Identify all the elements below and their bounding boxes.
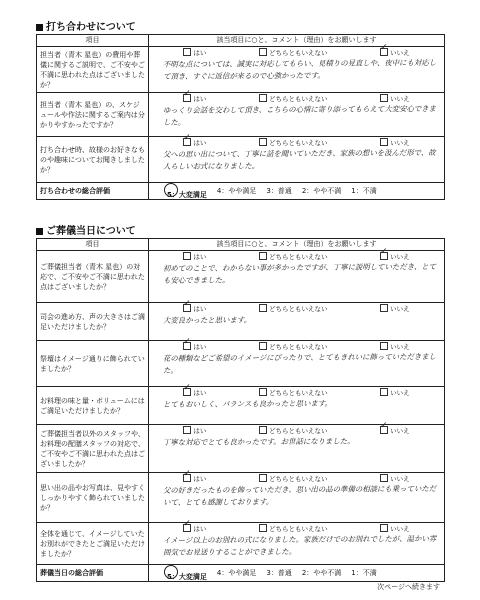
checked-box-icon[interactable] [380,426,388,434]
handwritten-comment: とてもおいしく、バランスも良かったと思います。 [162,398,333,409]
summary-label: 葬儀当日の総合評価 [37,565,149,582]
handwritten-comment: イメージ以上のお別れの式になりました。家族だけでのお別れでしたが、温かい雰囲気でお見送りすることができました。 [162,534,437,557]
choice-label: どちらともいえない [268,427,328,435]
checkbox-icon[interactable] [380,342,388,350]
rating-option[interactable] [351,186,376,196]
rating-option[interactable] [167,565,207,582]
question-row [37,473,445,523]
answer-cell [149,523,445,565]
header-item: 項目 [37,35,149,47]
choice-label: はい [193,95,207,103]
handwritten-comment: 丁寧な対応でとても良かったです。お世話になりました。 [162,436,355,447]
question-text: 祭壇はイメージ通りに飾られていましたか？ [37,341,149,387]
choice-option[interactable] [183,138,206,147]
rating-label: 2：やや不満 [301,187,342,195]
checked-box-icon[interactable] [380,252,388,260]
question-row [37,251,445,303]
question-text: 担当者（青木 星也）の費用や葬儀に関するご説明で、ご不安やご不満に思われた点はございましたか？ [37,47,149,93]
section2-title: ご葬儀当日について [36,222,136,237]
answer-cell [149,425,445,473]
handwritten-comment: 父の好きだったものを飾っていただき、思い出の品の準備の相談にも乗っていただいて、とても感謝しております。 [162,484,437,507]
section2-table [36,238,445,582]
header-item: 項目 [37,239,149,251]
answer-cell [149,473,445,523]
choice-option[interactable] [183,474,206,483]
question-row [37,47,445,93]
choice-label: どちらともいえない [268,49,328,57]
choice-label: どちらともいえない [268,95,328,103]
checkbox-icon[interactable] [259,138,267,146]
checkbox-icon[interactable] [259,304,267,312]
choice-option[interactable] [183,426,206,435]
summary-rating [149,183,445,200]
checkbox-icon[interactable] [380,304,388,312]
checked-box-icon[interactable] [183,138,191,146]
next-page-note: 次ページへ続きます [377,583,440,591]
handwritten-comment: 父への思い出について、丁寧に話を聞いていただき、家族の想いを汲んだ形で、故人らしいお式になりました。 [162,148,436,171]
checkbox-icon[interactable] [380,474,388,482]
rating-option[interactable] [302,568,341,578]
checkbox-icon[interactable] [380,138,388,146]
checked-box-icon[interactable] [183,524,191,532]
answer-cell [149,137,445,183]
summary-rating [149,565,445,582]
rating-label: 3：普通 [266,569,292,577]
question-row [37,523,445,565]
question-text: ご葬儀担当者以外のスタッフや、お料理の配膳スタッフの対応で、ご不安やご不満に思われた点はございましたか？ [37,425,149,473]
handwritten-comment: ゆっくり会話を交わして頂き、こちらの心情に寄り添ってもらえて大変安心できました。 [162,104,437,127]
rating-option[interactable] [217,186,256,196]
header-answer: 該当項目に○と、コメント（理由）をお願いします [149,239,445,251]
answer-cell [149,47,445,93]
handwritten-comment: 大変良かったと思います。 [162,315,252,325]
checked-box-icon[interactable] [380,48,388,56]
choice-option[interactable] [183,252,206,261]
choice-option[interactable] [259,426,328,435]
section1-table [36,34,445,200]
rating-option[interactable] [167,183,207,200]
selected-circle-icon [164,565,178,579]
checkbox-icon[interactable] [183,48,191,56]
answer-cell [149,341,445,387]
choice-option[interactable] [259,252,328,261]
question-row [37,387,445,425]
checkbox-icon[interactable] [183,426,191,434]
rating-label: 1：不満 [351,569,377,577]
choice-label: どちらともいえない [268,475,328,483]
choice-option[interactable] [259,474,328,483]
checkbox-icon[interactable] [259,426,267,434]
handwritten-comment: 初めてのことで、わからない事が多かったですが、丁寧に説明していただき、とても安心できました。 [162,262,437,285]
rating-option[interactable] [266,568,291,578]
choice-label: はい [193,343,207,351]
question-row [37,425,445,473]
choice-option[interactable] [259,342,328,351]
checkbox-icon[interactable] [259,252,267,260]
summary-label: 打ち合わせの総合評価 [37,183,149,200]
choice-option[interactable] [183,48,206,57]
choice-label: いいえ [390,525,410,533]
rating-option[interactable] [217,568,256,578]
choice-option[interactable] [259,48,328,57]
rating-label: 2：やや不満 [301,569,342,577]
header-answer: 該当項目に○と、コメント（理由）をお願いします [149,35,445,47]
question-text: 担当者（青木 星也）の、スケジュールや作法に関するご案内は分かりやすかったですか？ [37,93,149,137]
choice-label: はい [193,389,207,397]
summary-row [37,565,445,582]
handwritten-comment: 花の種類などご希望のイメージにぴったりで、とてもきれいに飾っていただきました。 [162,352,437,375]
choice-label: いいえ [390,305,410,313]
choice-option[interactable] [183,388,206,397]
rating-label: 4：やや満足 [216,187,257,195]
question-row [37,137,445,183]
choice-label: はい [193,305,207,313]
question-text: 打ち合わせ時、故様のお好きなものや趣味についてお聞きしましたか？ [37,137,149,183]
answer-cell [149,303,445,341]
checkbox-icon[interactable] [183,252,191,260]
question-text: お料理の味と量・ボリュームにはご満足いただけましたか？ [37,387,149,425]
choice-label: いいえ [390,253,410,261]
choice-label: どちらともいえない [268,343,328,351]
question-text: 司会の進め方、声の大きさはご満足いただけましたか？ [37,303,149,341]
rating-label: 4：やや満足 [216,569,257,577]
choice-option[interactable] [183,342,206,351]
choice-label: いいえ [390,475,410,483]
handwritten-comment: 不明な点については、誠実に対応してもらい、見積りの見直しや、夜中にも対応して頂き、すぐに返信が来るので心強かったです。 [162,58,437,81]
choice-label: いいえ [390,389,410,397]
answer-cell [149,251,445,303]
checkbox-icon[interactable] [259,388,267,396]
choice-label: いいえ [390,49,410,57]
rating-option[interactable] [302,186,341,196]
checked-box-icon[interactable] [183,342,191,350]
choice-option[interactable] [183,524,206,533]
section1-title: 打ち合わせについて [36,18,136,33]
choice-option[interactable] [259,388,328,397]
question-row [37,341,445,387]
rating-option[interactable] [351,568,376,578]
checkbox-icon[interactable] [380,94,388,102]
choice-label: はい [193,139,207,147]
rating-label: 3：普通 [266,187,292,195]
checkbox-icon[interactable] [380,524,388,532]
choice-option[interactable] [183,304,206,313]
choice-label: はい [193,475,207,483]
question-text: 思い出の品やお写真は、見やすくしっかりやすく飾られていましたか？ [37,473,149,523]
choice-label: はい [193,525,207,533]
choice-label: どちらともいえない [268,139,328,147]
checkbox-icon[interactable] [380,388,388,396]
rating-label: 5：大変満足 [167,190,207,199]
rating-label: 5：大変満足 [167,572,207,581]
checkbox-icon[interactable] [259,342,267,350]
selected-circle-icon [164,183,178,197]
checked-box-icon[interactable] [183,304,191,312]
checkbox-icon[interactable] [259,48,267,56]
choice-option[interactable] [259,138,328,147]
checked-box-icon[interactable] [183,94,191,102]
summary-row [37,183,445,200]
choice-label: いいえ [390,95,410,103]
checked-box-icon[interactable] [183,474,191,482]
choice-label: どちらともいえない [268,389,328,397]
rating-label: 1：不満 [351,187,377,195]
choice-label: はい [193,253,207,261]
question-text: ご葬儀担当者（青木 星也）の対応で、ご不安やご不満に思われた点はございましたか？ [37,251,149,303]
rating-option[interactable] [266,186,291,196]
checkbox-icon[interactable] [259,94,267,102]
choice-label: どちらともいえない [268,253,328,261]
answer-cell [149,387,445,425]
choice-option[interactable] [259,524,328,533]
question-text: 全体を通じて、イメージしていたお別れができたとご満足いただけましたか？ [37,523,149,565]
answer-cell [149,93,445,137]
checkbox-icon[interactable] [259,474,267,482]
choice-option[interactable] [183,94,206,103]
choice-label: どちらともいえない [268,305,328,313]
choice-label: どちらともいえない [268,525,328,533]
choice-label: いいえ [390,139,410,147]
choice-label: はい [193,427,207,435]
choice-option[interactable] [259,94,328,103]
choice-label: いいえ [390,343,410,351]
choice-label: いいえ [390,427,410,435]
checkbox-icon[interactable] [259,524,267,532]
choice-option[interactable] [259,304,328,313]
question-row [37,93,445,137]
checked-box-icon[interactable] [183,388,191,396]
question-row [37,303,445,341]
choice-label: はい [193,49,207,57]
